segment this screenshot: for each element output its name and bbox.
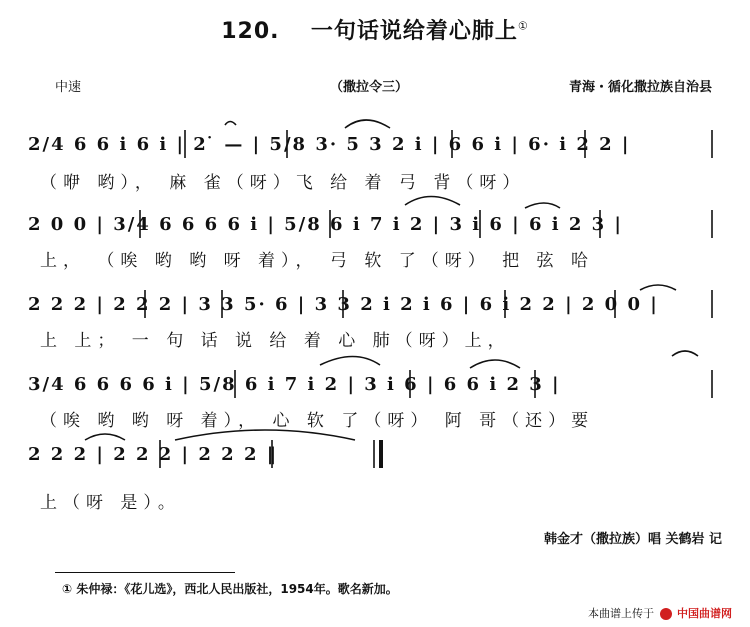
footnote-text: ① 朱仲禄：《花儿选》，西北人民出版社，1954年。歌名新加。	[62, 582, 398, 596]
upload-prefix: 本曲谱上传于	[588, 607, 654, 620]
slur	[345, 120, 390, 128]
notation-line-5: 2 2 2 | 2 2 2 | 2 2 2 ‖	[28, 444, 278, 465]
lyrics-line-5: 上（呀 是）。	[40, 493, 181, 513]
lyrics-line-4: （唉 哟 哟 呀 着）， 心 软 了（呀） 阿 哥（还）要	[40, 411, 595, 431]
slur	[470, 360, 520, 368]
slur	[640, 285, 676, 290]
upload-watermark	[588, 605, 732, 621]
slur	[175, 430, 355, 440]
slur	[320, 357, 380, 366]
notation-line-4: 3/4 6 6 6 6 i | 5/8 6 i 7 i 2 | 3 i 6 | 6 6 i 2 3 |	[28, 374, 561, 395]
song-name: 一句话说给着心肺上	[310, 19, 518, 44]
notation-line-1: 2/4 6 6 i 6 i | 2 ̇ — | 5/8 3· 5 3 2 i | 6 6 i | 6· i 2 2 |	[28, 134, 631, 155]
slur	[525, 203, 560, 208]
song-number: 120.	[221, 19, 280, 44]
footnote-marker: ①	[517, 19, 529, 33]
site-logo-icon	[660, 608, 672, 620]
genre-label: （撒拉令三）	[330, 80, 409, 95]
slur	[85, 434, 125, 440]
tempo-marking: 中速	[55, 80, 82, 95]
song-title	[0, 14, 750, 45]
site-brand: 中国曲谱网	[677, 607, 732, 620]
notation-line-3: 2 2 2 | 2 2 2 | 3 3 5· 6 | 3 3 2 i 2 i 6 | 6 i 2 2 | 2 0 0 |	[28, 294, 659, 315]
lyrics-line-1: （咿 哟）， 麻 雀（呀）飞 给 着 弓 背（呀）	[40, 173, 526, 193]
notation-line-2: 2 0 0 | 3/4 6 6 6 6 i | 5/8 6 i 7 i 2 | 3 i 6 | 6 i 2 3 |	[28, 214, 623, 235]
region-label: 青海・循化撒拉族自治县	[568, 80, 712, 95]
lyrics-line-2: 上， （唉 哟 哟 呀 着）， 弓 软 了（呀） 把 弦 哈	[40, 251, 594, 271]
lyrics-line-3: 上 上； 一 句 话 说 给 着 心 肺（呀）上，	[40, 331, 511, 351]
slur	[405, 197, 460, 206]
performer-credits: 韩金才（撒拉族）唱 关鹤岩 记	[543, 532, 722, 547]
footnote-divider	[55, 572, 235, 573]
fermata	[225, 122, 236, 126]
slur	[672, 351, 698, 356]
